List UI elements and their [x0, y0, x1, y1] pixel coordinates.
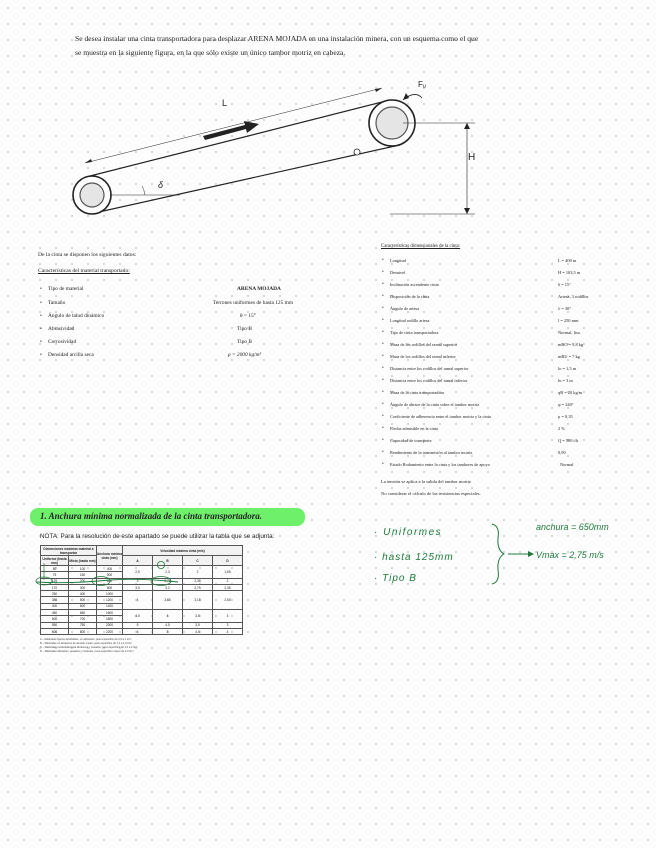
dim-label-7: • Tipo de cinta transportadora — [390, 330, 438, 335]
cell: 4 — [213, 628, 243, 634]
hand-item-3: · Tipo B — [374, 573, 417, 584]
th-mixto: Mixto (hasta mm) — [69, 556, 97, 566]
cell: 250 — [41, 591, 69, 597]
hand-item-2: · hasta 125mm — [374, 552, 454, 563]
th-uniforme: Uniforme (hasta mm) — [42, 556, 67, 565]
dim-label-10: • Distancia entre los rodillos del ramal superior — [390, 366, 469, 371]
cell: 75 — [41, 572, 69, 578]
hand-result-vmax: Vmax = 2,75 m/s — [536, 550, 604, 560]
th-vel: Velocidad máxima cinta (m/s) — [123, 546, 243, 556]
cell: 125 — [41, 578, 69, 584]
dim-value-18: Normal — [560, 462, 574, 467]
dim-value-17: 0,90 — [558, 450, 566, 455]
dim-value-14: μ = 0,35 — [558, 414, 573, 419]
cell: 2200 — [97, 628, 123, 634]
cell: 3,2 — [153, 584, 183, 590]
label-l: L — [222, 98, 228, 108]
cell: 100 — [69, 566, 97, 572]
cell: 500 — [97, 572, 123, 578]
th-col-a: A — [123, 556, 153, 566]
cell: 400 — [41, 603, 69, 609]
hand-result-anchura: anchura = 650mm — [536, 522, 609, 532]
dim-label-6: • Longitud rodillo artesa — [390, 318, 429, 323]
cell: 1400 — [97, 603, 123, 609]
table-footnote-d: D – Materiales abrasivos, pesados y cortantes, peso específico mayor de 2,0 t/m³ — [40, 650, 134, 653]
cell: 50 — [41, 566, 69, 572]
dim-value-4: Artesa, 3 rodillos — [558, 294, 589, 299]
dim-label-17: • Rendimiento de la transmisión al tambor motriz — [390, 450, 472, 455]
cell: 450 — [41, 610, 69, 616]
cell: 4,5 — [123, 610, 153, 623]
material-value-6: ρ = 2000 kg/m³ — [228, 352, 262, 358]
material-label-2: • Tamaño — [48, 300, 65, 306]
dim-value-7: Normal, lisa — [558, 330, 580, 335]
cell: 550 — [41, 622, 69, 628]
dim-value-2: H = 103,5 m — [558, 270, 581, 275]
cell: 3,5 — [183, 622, 213, 628]
dim-value-16: Q = 500 t/h — [558, 438, 579, 443]
cell: 400 — [97, 566, 123, 572]
cell: 1000 — [97, 591, 123, 597]
cell: 1800 — [97, 616, 123, 622]
cell: 200 — [69, 578, 97, 584]
dim-label-2: • Desnivel — [390, 270, 405, 275]
hand-item-1: · Uniformes — [374, 527, 443, 538]
cell: 750 — [69, 622, 97, 628]
dim-label-9: • Masa de los rodillos del ramal inferior — [390, 354, 456, 359]
cell: 5 — [153, 628, 183, 634]
cell: 2,38 — [183, 578, 213, 584]
dim-label-3: • Inclinación ascendente cinta — [390, 282, 439, 287]
cell: 800 — [97, 584, 123, 590]
dim-label-1: • Longitud — [390, 258, 406, 263]
material-value-3: θ = 15° — [240, 313, 256, 319]
conveyor-diagram — [60, 70, 520, 235]
cell: 2,75 — [153, 578, 183, 584]
cell: 350 — [41, 597, 69, 603]
cell: 1600 — [97, 610, 123, 616]
material-value-4: Tipo B — [237, 326, 252, 332]
cell: 300 — [69, 584, 97, 590]
th-col-d: D — [213, 556, 243, 566]
cell: 2 — [183, 566, 213, 579]
table-footnote-c: C – Materiales moderadamente abrasivos y pesados, peso específico de 1,5 a 2 t/m³ — [40, 646, 138, 649]
cell: 4,5 — [153, 622, 183, 628]
cell: 650 — [97, 578, 123, 584]
dim-label-11: • Distancia entre los rodillos del ramal inferior — [390, 378, 467, 383]
dim-label-12: • Masa de la cinta transportadora — [390, 390, 444, 395]
dim-label-4: • Disposición de la cinta — [390, 294, 429, 299]
cell: 3 — [213, 622, 243, 628]
cell: 4,5 — [183, 628, 213, 634]
section-title: 1. Anchura mínima normalizada de la cinta transportadora. — [40, 511, 262, 521]
dim-value-1: L = 400 m — [558, 258, 577, 263]
intro-line-1: Se desea instalar una cinta transportadora para desplazar ARENA MOJADA en una instalación minera, con un esquema como el que — [75, 34, 479, 43]
dim-value-10: lo = 1,5 m — [558, 366, 577, 371]
material-label-6: • Densidad arcilla seca — [48, 352, 94, 358]
cell: 150 — [69, 572, 97, 578]
cell: 170 — [41, 584, 69, 590]
table-row — [41, 628, 243, 634]
right-heading: Características dimensionales de la cinta: — [381, 244, 461, 249]
right-note-1: La tensión se aplica a la salida del tambor motriz — [381, 479, 471, 484]
table-footnote-a: A – Materiales ligeros deslizables, no abrasivos, peso específico de 0,5 a 1 t/m³ — [40, 638, 132, 641]
cell: 3 — [213, 610, 243, 623]
dim-value-5: λ = 30° — [558, 306, 571, 311]
cell: 2 — [213, 578, 243, 584]
dim-value-3: δ = 15° — [558, 282, 571, 287]
cell: 4 — [153, 610, 183, 623]
material-label-3: • Ángulo de talud dinámico — [48, 313, 104, 319]
cell: 2,3 — [153, 566, 183, 579]
cell: 2,65 — [213, 591, 243, 610]
dim-label-5: • Ángulo de artesa — [390, 306, 419, 311]
dim-value-15: 2 % — [558, 426, 565, 431]
cell: 5 — [123, 622, 153, 628]
right-note-2: No considerar el cálculo de las resistencias especiales. — [381, 491, 481, 496]
left-heading: Características del material transportado: — [38, 268, 130, 274]
th-col-c: C — [183, 556, 213, 566]
dim-value-9: mRU = 7 kg — [558, 354, 580, 359]
cell: 3 — [123, 578, 153, 584]
dim-label-18: • Estado Rodamiento entre la cinta y los tambores de apoyo — [390, 462, 490, 467]
intro-line-2: se muestra en la siguiente figura, en la que sólo existe un único tambor motriz en cabeza. — [75, 48, 346, 57]
table-footnote-b: B – Materiales no abrasivos de tamaño medio, peso específico de 1,0 a 1,5 t/m³ — [40, 642, 132, 645]
section-note: NOTA: Para la resolución de este apartado se puede utilizar la tabla que se adjunta: — [40, 533, 275, 540]
dim-value-12: qB = 20 kg/m — [558, 390, 583, 395]
cell: 500 — [41, 616, 69, 622]
th-dims: Dimensiones máximas material a transportar — [41, 546, 97, 556]
table-annotations — [30, 558, 220, 606]
cell: 6 — [123, 628, 153, 634]
cell: 650 — [69, 610, 97, 616]
cell: 700 — [69, 616, 97, 622]
material-label-1: • Tipo de material — [48, 286, 83, 292]
material-label-5: • Corrosividad — [48, 339, 76, 345]
cell: 4 — [123, 591, 153, 610]
cell: 1200 — [97, 597, 123, 603]
cell: 2,35 — [213, 584, 243, 590]
cell: 400 — [69, 591, 97, 597]
material-label-4: • Abrasividad — [48, 326, 74, 332]
dim-label-8: • Masa de los rodillos del ramal superior — [390, 342, 457, 347]
cell: 3,5 — [183, 610, 213, 623]
dim-label-14: • Coeficiente de adherencia entre el tambor motriz y la cinta — [390, 414, 491, 419]
cell: 3,5 — [123, 584, 153, 590]
th-col-b: B — [153, 556, 183, 566]
label-h: H — [468, 152, 476, 163]
dim-label-15: • Flecha admisible en la cinta — [390, 426, 438, 431]
cell: 2,75 — [183, 584, 213, 590]
cell: 600 — [69, 603, 97, 609]
cell: 2000 — [97, 622, 123, 628]
dim-label-13: • Ángulo de abrace de la cinta sobre el tambor motriz — [390, 402, 479, 407]
cell: 600 — [41, 628, 69, 634]
material-value-1: ARENA MOJADA — [237, 286, 281, 292]
material-value-2: Terrones uniformes de hasta 125 mm — [213, 300, 294, 306]
dim-value-11: lu = 3 m — [558, 378, 573, 383]
cell: 800 — [69, 628, 97, 634]
cell: 1,65 — [213, 566, 243, 579]
cell: 3,65 — [153, 591, 183, 610]
label-fu: Fᵤ — [418, 80, 426, 89]
dim-label-16: • Capacidad de transporte — [390, 438, 432, 443]
cell: 3,15 — [183, 591, 213, 610]
cell: 2,5 — [123, 566, 153, 579]
dim-value-8: mRO = 9,8 kg — [558, 342, 584, 347]
intro-text — [75, 32, 565, 60]
material-value-5: Tipo B — [237, 339, 252, 345]
left-lead: De la cinta se disponen los siguientes datos: — [38, 252, 137, 258]
dim-value-13: φ = 240° — [558, 402, 574, 407]
th-anchura: Anchura mínima cinta (mm) — [97, 546, 123, 566]
cell: 500 — [69, 597, 97, 603]
dim-value-6: l = 250 mm — [558, 318, 579, 323]
label-delta: δ — [158, 180, 164, 190]
